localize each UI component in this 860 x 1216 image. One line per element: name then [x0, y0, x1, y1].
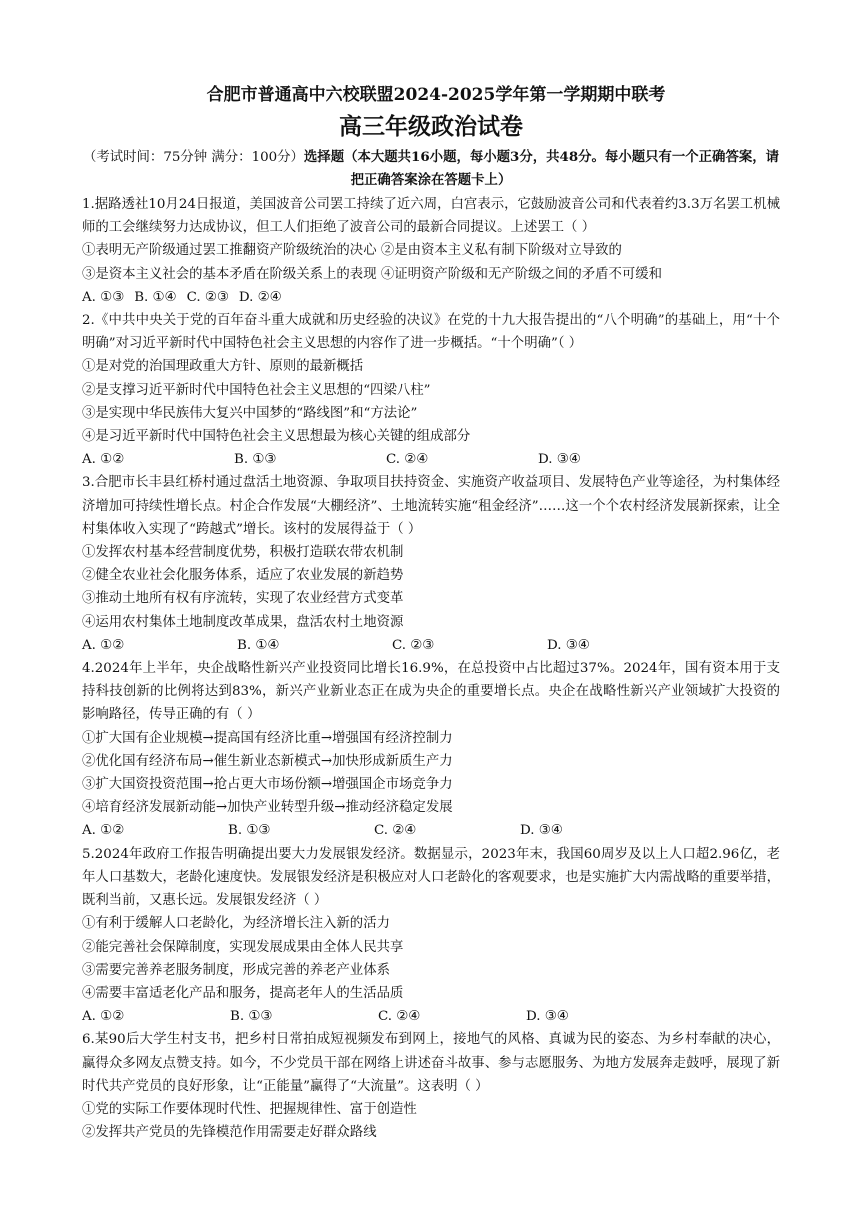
answer-choice: A. ①②	[82, 637, 125, 653]
question-1	[82, 193, 780, 309]
question-4	[82, 657, 780, 843]
question-option: ①表明无产阶级通过罢工推翻资产阶级统治的决心 ②是由资本主义私有制下阶级对立导致的	[82, 243, 622, 259]
question-stem: 6.某90后大学生村支书，把乡村日常拍成短视频发布到网上，接地气的风格、真诚为民的姿态、为乡村奉献的决心，赢得众多网友点赞支持。如今，不少党员干部在网络上讲述奋斗故事、参与志愿服务、为地方发展奔走鼓呼，展现了新时代共产党员的良好形象，让“正能量”赢得了“大流量”。这表明（ ）	[82, 1032, 780, 1094]
answer-choice: C. ②④	[386, 452, 429, 468]
answer-choice: C. ②④	[378, 1009, 421, 1025]
question-option: ④是习近平新时代中国特色社会主义思想最为核心关键的组成部分	[82, 429, 471, 445]
answer-choices	[82, 634, 780, 657]
question-option: ②健全农业社会化服务体系，适应了农业发展的新趋势	[82, 568, 404, 584]
answer-choice: B. ①④	[134, 289, 177, 305]
question-stem: 4.2024年上半年，央企战略性新兴产业投资同比增长16.9%，在总投资中占比超过37%。2024年，国有资本用于支持科技创新的比例将达到83%，新兴产业新业态正在成为央企的重要增长点。央企在战略性新兴产业领域扩大投资的影响路径，传导正确的有（ ）	[82, 661, 780, 723]
question-stem: 3.合肥市长丰县红桥村通过盘活土地资源、争取项目扶持资金、实施资产收益项目、发展特色产业等途径，为村集体经济增加可持续性增长点。村企合作发展“大棚经济”、土地流转实施“租金经济”……这一个个农村经济发展新探索，让全村集体收入实现了“跨越式”增长。该村的发展得益于（ ）	[82, 475, 780, 537]
answer-choices	[82, 819, 780, 842]
question-6	[82, 1028, 780, 1144]
question-option: ③扩大国资投资范围→抢占更大市场份额→增强国企市场竞争力	[82, 777, 453, 793]
answer-choice: A. ①②	[82, 1009, 125, 1025]
answer-choices	[82, 286, 780, 309]
answer-choice: C. ②③	[186, 289, 229, 305]
answer-choice: D. ③④	[520, 823, 563, 839]
question-option: ④运用农村集体土地制度改革成果，盘活农村土地资源	[82, 614, 404, 630]
exam-info	[82, 146, 780, 192]
answer-choice: D. ②④	[238, 289, 282, 305]
answer-choice: C. ②④	[374, 823, 417, 839]
question-option: ③是实现中华民族伟大复兴中国梦的“路线图”和“方法论”	[82, 405, 418, 421]
question-option: ③需要完善养老服务制度，形成完善的养老产业体系	[82, 962, 390, 978]
exam-time-score: （考试时间：75分钟 满分：100分）	[82, 150, 304, 165]
question-option: ①是对党的治国理政重大方针、原则的最新概括	[82, 359, 364, 375]
answer-choices	[82, 448, 780, 471]
question-2	[82, 309, 780, 471]
question-option: ④需要丰富适老化产品和服务，提高老年人的生活品质	[82, 985, 404, 1001]
answer-choice: D. ③④	[547, 637, 590, 653]
answer-choice: B. ①③	[234, 452, 277, 468]
answer-choice: A. ①③	[82, 289, 125, 305]
exam-subtitle: 高三年级政治试卷	[339, 113, 523, 140]
answer-choice: B. ①④	[237, 637, 280, 653]
question-option: ②是支撑习近平新时代中国特色社会主义思想的“四梁八柱”	[82, 382, 431, 398]
question-option: ②优化国有经济布局→催生新业态新模式→加快形成新质生产力	[82, 753, 453, 769]
question-option: ①有利于缓解人口老龄化，为经济增长注入新的活力	[82, 916, 390, 932]
question-stem: 1.据路透社10月24日报道，美国波音公司罢工持续了近六周，白宫表示，它鼓励波音公司和代表着约3.3万名罢工机械师的工会继续努力达成协议，但工人们拒绝了波音公司的最新合同提议。上述罢工（ ）	[82, 197, 780, 236]
answer-choice: D. ③④	[526, 1009, 569, 1025]
question-option: ②发挥共产党员的先锋模范作用需要走好群众路线	[82, 1125, 377, 1141]
question-stem: 2.《中共中央关于党的百年奋斗重大成就和历史经验的决议》在党的十九大报告提出的“八个明确”的基础上，用“十个明确”对习近平新时代中国特色社会主义思想的内容作了进一步概括。“十个明确”（ ）	[82, 313, 780, 352]
question-stem: 5.2024年政府工作报告明确提出要大力发展银发经济。数据显示，2023年末，我国60周岁及以上人口超2.96亿，老年人口基数大，老龄化速度快。发展银发经济是积极应对人口老龄化的客观要求，也是实施扩大内需战略的重要举措，既利当前，又惠长远。发展银发经济（ ）	[82, 846, 780, 909]
question-5	[82, 843, 780, 1029]
question-list	[82, 193, 780, 1144]
question-option: ②能完善社会保障制度，实现发展成果由全体人民共享	[82, 939, 404, 955]
answer-choice: B. ①③	[228, 823, 271, 839]
question-option: ①发挥农村基本经营制度优势，积极打造联农带农机制	[82, 545, 404, 561]
exam-title: 合肥市普通高中六校联盟2024-2025学年第一学期期中联考	[206, 85, 666, 105]
answer-choice: D. ③④	[538, 452, 581, 468]
answer-choice: A. ①②	[82, 452, 125, 468]
answer-choices	[82, 1005, 780, 1028]
answer-choice: C. ②③	[392, 637, 435, 653]
section-title: 选择题（本大题共16小题，每小题3分，共48分。每小题只有一个正确答案，请把正确答案涂在答题卡上）	[303, 149, 780, 188]
question-3	[82, 471, 780, 657]
question-option: ④培育经济发展新动能→加快产业转型升级→推动经济稳定发展	[82, 800, 453, 816]
answer-choice: A. ①②	[82, 823, 125, 839]
answer-choice: B. ①③	[230, 1009, 273, 1025]
question-option: ③推动土地所有权有序流转，实现了农业经营方式变革	[82, 591, 404, 607]
question-option: ①扩大国有企业规模→提高国有经济比重→增强国有经济控制力	[82, 730, 453, 746]
question-option: ③是资本主义社会的基本矛盾在阶级关系上的表现 ④证明资产阶级和无产阶级之间的矛盾不可缓和	[82, 266, 663, 282]
question-option: ①党的实际工作要体现时代性、把握规律性、富于创造性	[82, 1101, 417, 1117]
